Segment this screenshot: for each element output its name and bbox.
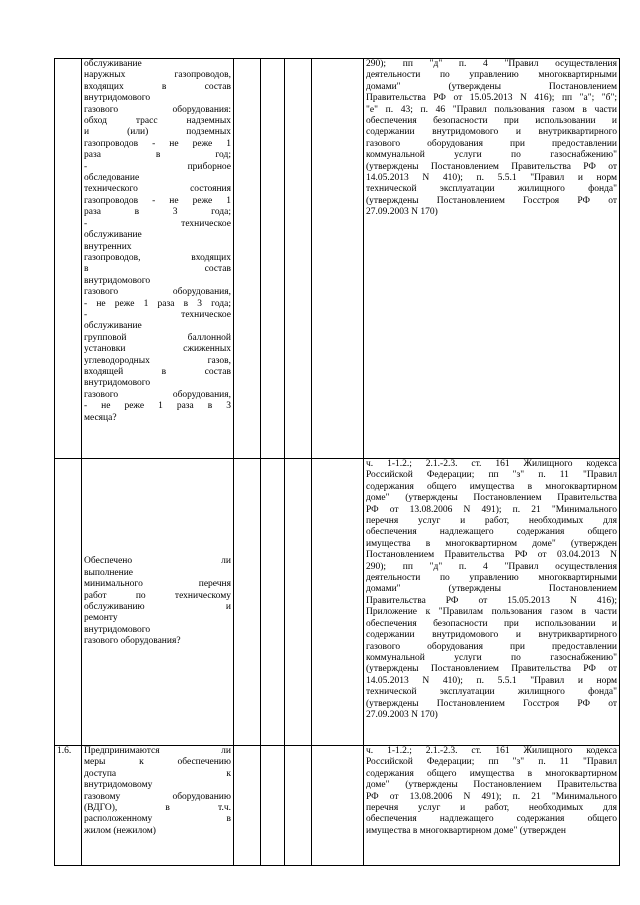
reference-line: "е" п. 43; п. 46 "Правил пользования газом в части [366,104,617,115]
question-line: обслуживание [84,321,142,332]
reference-line: деятельности по управлению многоквартирными [366,573,617,584]
legal-reference-cell [364,459,620,746]
question-line: обслуживанию и [84,602,231,612]
reference-line: Правительства РФ от 15.05.2013 N 416); пп "а"; "б"; [366,93,617,104]
reference-line: домами" (утверждены Постановлением [366,584,617,595]
question-line: газового оборудования? [84,636,181,647]
table-row [55,459,620,746]
reference-line: (утверждены Постановлением Правительства РФ от [366,161,617,172]
reference-line: 290); пп "д" п. 4 "Правил осуществления [366,59,617,69]
reference-line: ч. 1-1.2.; 2.1.-2.3. ст. 161 Жилищного кодекса [366,459,617,469]
question-line: внутридомового [84,624,151,635]
question-line: входящих в состав [84,81,231,92]
question-line: обход трасс надземных [84,116,231,127]
question-line: в состав [84,264,231,275]
answer-cell [285,746,312,866]
reference-line: 27.09.2003 N 170) [366,207,438,218]
question-line: и (или) подземных [84,127,231,138]
question-line: газопроводов - не реже 1 [84,195,231,206]
question-line: обследование [84,173,140,184]
question-line: - техническое [84,218,231,229]
question-line: Предпринимаются ли [84,746,231,756]
reference-line: доме" (утверждены Постановлением Правительства [366,780,617,791]
question-line: (ВДГО), в т.ч. [84,803,231,814]
question-line: раза в год; [84,150,231,161]
question-line: - техническое [84,309,231,320]
reference-line: перечня услуг и работ, необходимых для [366,516,617,527]
question-line: расположенному в [84,814,231,825]
question-line: - приборное [84,161,231,172]
reference-line: имущества в многоквартирном доме" (утвержден [366,538,617,549]
question-line: внутридомового [84,93,151,104]
question-line: газового оборудования, [84,389,231,400]
reference-line: перечня услуг и работ, необходимых для [366,803,617,814]
reference-line: содержании внутридомового и внутриквартирного [366,127,617,138]
reference-line: обеспечения безопасности при использовании и [366,116,617,127]
answer-cell [312,59,364,459]
question-line: наружных газопроводов, [84,70,231,81]
reference-line: коммунальной услуги по газоснабжению" [366,150,617,161]
row-number: 1.6. [55,746,82,866]
legal-reference-cell [364,746,620,866]
question-line: входящей в состав [84,366,231,377]
question-line: работ по техническому [84,590,231,601]
reference-line: газового оборудования при предоставлении [366,138,617,149]
reference-line: технической эксплуатации жилищного фонда" [366,184,617,195]
question-line: обслуживание [84,230,142,241]
reference-line: (утверждены Постановлением Госстроя РФ от [366,195,617,206]
answer-cell [285,459,312,746]
question-line: раза в 3 года; [84,207,231,218]
question-line: технического состояния [84,184,231,195]
reference-line: (утверждены Постановлением Госстроя РФ от [366,698,617,709]
question-line: ремонту [84,613,118,624]
reference-line: (утверждены Постановлением Правительства РФ от [366,664,617,675]
reference-line: обеспечения надлежащего содержания общего [366,527,617,538]
requirements-table [54,58,620,866]
answer-cell [312,746,364,866]
question-line: газового оборудования: [84,104,231,115]
reference-line: обеспечения надлежащего содержания общего [366,814,617,825]
reference-line: Российской Федерации; пп "з" п. 11 "Правил [366,757,617,768]
reference-line: Постановлением Правительства РФ от 03.04.2013 N [366,550,617,561]
reference-line: Правительства РФ от 15.05.2013 N 416); [366,595,617,606]
row-number [55,59,82,459]
reference-line: имущества в многоквартирном доме" (утвержден [366,825,566,836]
question-line: месяца? [84,412,117,423]
reference-line: коммунальной услуги по газоснабжению" [366,652,617,663]
answer-cell [261,59,285,459]
answer-cell [234,59,261,459]
question-line: групповой баллонной [84,332,231,343]
question-line: газового оборудования, [84,287,231,298]
reference-line: 14.05.2013 N 410); п. 5.5.1 "Правил и норм [366,675,617,686]
question-line: газовому оборудованию [84,791,231,802]
question-line: газопроводов, входящих [84,252,231,263]
reference-line: Приложение к "Правилам пользования газом в части [366,607,617,618]
reference-line: Российской Федерации; пп "з" п. 11 "Правил [366,470,617,481]
answer-cell [261,459,285,746]
reference-line: доме" (утверждены Постановлением Правительства [366,493,617,504]
question-cell [82,59,234,459]
legal-reference-cell [364,59,620,459]
reference-line: ч. 1-1.2.; 2.1.-2.3. ст. 161 Жилищного кодекса [366,746,617,756]
row-number [55,459,82,746]
question-line: углеводородных газов, [84,355,231,366]
question-cell [82,459,234,746]
question-line: газопроводов - не реже 1 [84,138,231,149]
reference-line: деятельности по управлению многоквартирными [366,70,617,81]
reference-line: 290); пп "д" п. 4 "Правил осуществления [366,561,617,572]
table-row [55,59,620,459]
reference-line: 14.05.2013 N 410); п. 5.5.1 "Правил и норм [366,173,617,184]
table-row [55,746,620,866]
question-line: установки сжиженных [84,344,231,355]
question-line: внутридомового [84,275,151,286]
question-cell [82,746,234,866]
question-line: жилом (нежилом) [84,825,156,836]
answer-cell [234,459,261,746]
answer-cell [234,746,261,866]
question-line: доступа к [84,768,231,779]
question-line: меры к обеспечению [84,757,231,768]
question-line: выполнение [84,567,134,578]
question-line: внутренних [84,241,132,252]
reference-line: домами" (утверждены Постановлением [366,81,617,92]
question-line: обслуживание [84,59,142,69]
answer-cell [261,746,285,866]
reference-line: РФ от 13.08.2006 N 491); п. 21 "Минимального [366,504,617,515]
reference-line: газового оборудования при предоставлении [366,641,617,652]
reference-line: содержания общего имущества в многоквартирном [366,768,617,779]
reference-line: содержании внутридомового и внутриквартирного [366,630,617,641]
answer-cell [285,59,312,459]
reference-line: 27.09.2003 N 170) [366,709,438,720]
answer-cell [312,459,364,746]
reference-line: РФ от 13.08.2006 N 491); п. 21 "Минимального [366,791,617,802]
question-line: внутридомовому [84,780,153,791]
question-line: Обеспечено ли [84,556,231,567]
question-line: - не реже 1 раза в 3 [84,401,231,412]
reference-line: содержания общего имущества в многоквартирном [366,481,617,492]
question-line: минимального перечня [84,579,231,590]
question-line: - не реже 1 раза в 3 года; [84,298,231,309]
question-line: внутридомового [84,378,151,389]
reference-line: технической эксплуатации жилищного фонда" [366,687,617,698]
reference-line: обеспечения безопасности при использовании и [366,618,617,629]
